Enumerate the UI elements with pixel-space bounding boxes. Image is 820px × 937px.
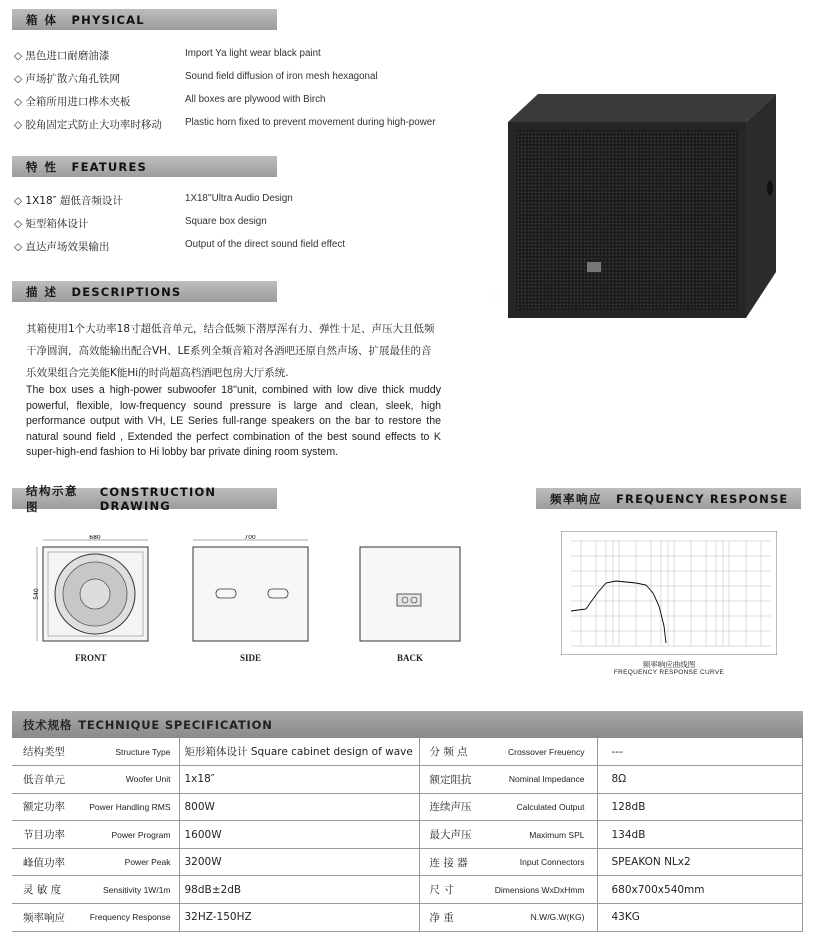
speaker-product-image <box>478 82 808 342</box>
physical-item-en: Sound field diffusion of iron mesh hexagonal <box>185 71 378 82</box>
spec-label-cn: 节目功率 <box>12 821 72 849</box>
spec-label-en: Calculated Output <box>479 793 597 821</box>
spec-label-cn: 净 重 <box>419 904 479 932</box>
side-drawing <box>188 535 318 650</box>
grille-mesh <box>516 130 738 310</box>
front-height-dim: 540 <box>33 588 40 600</box>
spec-label-cn: 额定阻抗 <box>419 766 479 794</box>
spec-value: --- <box>597 738 803 766</box>
description-cn: 其箱使用1个大功率18寸超低音单元，结合低频下潜厚浑有力、弹性十足、声压大且低频干净圆润，高效能输出配合VH、LE系列全频音箱对各酒吧还原自然声场、扩展最佳的音乐效果组合完美能K能Hi的时尚超高档酒吧包房大厅系统. <box>26 323 435 379</box>
spec-value: 800W <box>179 793 419 821</box>
features-header-en: FEATURES <box>71 159 148 174</box>
spec-label-en: Power Peak <box>72 848 179 876</box>
feature-item-en: Output of the direct sound field effect <box>185 239 345 250</box>
feature-item-cn: ◇ 直达声场效果输出 <box>14 241 110 253</box>
spec-value: 680x700x540mm <box>597 876 803 904</box>
front-label: FRONT <box>75 653 107 663</box>
feature-item-cn: ◇ 矩型箱体设计 <box>14 218 89 230</box>
physical-item-cn: ◇ 黑色进口耐磨油漆 <box>14 50 110 62</box>
spec-value: 8Ω <box>597 766 803 794</box>
feature-item-en: 1X18''Ultra Audio Design <box>185 193 293 204</box>
features-header <box>12 156 277 177</box>
spec-value: 43KG <box>597 904 803 932</box>
physical-header-cn: 箱 体 <box>26 12 58 27</box>
descriptions-header <box>12 281 277 302</box>
table-row <box>12 766 803 794</box>
spec-label-cn: 灵 敏 度 <box>12 876 72 904</box>
side-label: SIDE <box>240 653 262 663</box>
spec-label-cn: 连续声压 <box>419 793 479 821</box>
table-row <box>12 821 803 849</box>
spec-table <box>12 738 803 932</box>
table-row <box>12 793 803 821</box>
table-row <box>12 876 803 904</box>
spec-label-en: Dimensions WxDxHmm <box>479 876 597 904</box>
physical-item <box>14 71 474 86</box>
description-en: The box uses a high-power subwoofer 18''unit, combined with low dive thick muddy powerful, flexible, low-frequency sound pressure is large and clean, sleek, high performance output with VH, LE Series full-range speakers on the bar to restore the natural sound field , Extended the perfect combination of the best sound effects to K super-high-end fashion to Hi lobby bar private dining room system. <box>26 384 441 459</box>
feature-item-en: Square box design <box>185 216 267 227</box>
physical-item <box>14 94 474 109</box>
spec-label-en: Power Handling RMS <box>72 793 179 821</box>
spec-label-cn: 峰值功率 <box>12 848 72 876</box>
feature-item <box>14 239 474 254</box>
spec-label-en: Maximum SPL <box>479 821 597 849</box>
spec-value: 128dB <box>597 793 803 821</box>
spec-label-en: Nominal Impedance <box>479 766 597 794</box>
spec-label-en: Crossover Freuency <box>479 738 597 766</box>
cabinet-side <box>746 94 776 318</box>
spec-label-en: Woofer Unit <box>72 766 179 794</box>
spec-label-cn: 尺 寸 <box>419 876 479 904</box>
physical-item-en: All boxes are plywood with Birch <box>185 94 326 105</box>
spec-value: 32HZ-150HZ <box>179 904 419 932</box>
spec-value: 1x18″ <box>179 766 419 794</box>
spec-value: 134dB <box>597 821 803 849</box>
spec-label-cn: 连 接 器 <box>419 848 479 876</box>
physical-item <box>14 117 474 132</box>
construction-header-cn: 结构示意图 <box>26 483 78 514</box>
spec-value: 98dB±2dB <box>179 876 419 904</box>
spec-label-cn: 最大声压 <box>419 821 479 849</box>
physical-header <box>12 9 277 30</box>
spec-header <box>12 711 803 738</box>
back-drawing <box>355 535 465 650</box>
spec-label-en: N.W/G.W(KG) <box>479 904 597 932</box>
physical-item <box>14 48 474 63</box>
spec-label-en: Sensitivity 1W/1m <box>72 876 179 904</box>
spec-value: 矩形箱体设计 Square cabinet design of wave <box>179 738 419 766</box>
frequency-caption-cn: 频率响应曲线图 <box>642 660 696 669</box>
descriptions-header-cn: 描 述 <box>26 284 58 299</box>
spec-value: 1600W <box>179 821 419 849</box>
spec-header-cn: 技术规格 <box>23 717 73 732</box>
features-header-cn: 特 性 <box>26 159 58 174</box>
front-width-dim: 680 <box>89 535 101 541</box>
feature-item <box>14 216 474 231</box>
physical-item-cn: ◇ 全箱所用进口桦木夹板 <box>14 96 131 108</box>
frequency-header-cn: 频率响应 <box>550 491 602 506</box>
spec-label-en: Input Connectors <box>479 848 597 876</box>
spec-value: 3200W <box>179 848 419 876</box>
spec-label-cn: 结构类型 <box>12 738 72 766</box>
cabinet-top <box>508 94 776 122</box>
spec-label-en: Power Program <box>72 821 179 849</box>
frequency-caption-en: FREQUENCY RESPONSE CURVE <box>613 669 725 676</box>
side-handle <box>767 180 773 196</box>
feature-item <box>14 193 474 208</box>
physical-item-cn: ◇ 胶角固定式防止大功率时移动 <box>14 119 162 131</box>
table-row <box>12 738 803 766</box>
construction-header <box>12 483 277 514</box>
physical-item-en: Plastic horn fixed to prevent movement during high-power <box>185 117 436 128</box>
frequency-header <box>536 488 801 509</box>
spec-label-cn: 频率响应 <box>12 904 72 932</box>
feature-item-cn: ◇ 1X18″ 超低音频设计 <box>14 195 123 207</box>
frequency-header-en: FREQUENCY RESPONSE <box>616 491 789 506</box>
back-label: BACK <box>397 653 424 663</box>
side-width-dim: 700 <box>244 535 256 541</box>
physical-item-en: Import Ya light wear black paint <box>185 48 321 59</box>
construction-header-en: CONSTRUCTION DRAWING <box>99 484 217 513</box>
spec-label-en: Frequency Response <box>72 904 179 932</box>
spec-header-en: TECHNIQUE SPECIFICATION <box>78 717 273 732</box>
spec-label-cn: 额定功率 <box>12 793 72 821</box>
spec-label-cn: 分 频 点 <box>419 738 479 766</box>
descriptions-header-en: DESCRIPTIONS <box>71 284 182 299</box>
frequency-response-graph <box>561 531 777 655</box>
table-row <box>12 848 803 876</box>
physical-header-en: PHYSICAL <box>71 12 145 27</box>
spec-label-en: Structure Type <box>72 738 179 766</box>
spec-label-cn: 低音单元 <box>12 766 72 794</box>
front-drawing <box>28 535 156 650</box>
spec-value: SPEAKON NLx2 <box>597 848 803 876</box>
table-row <box>12 904 803 932</box>
logo-badge <box>587 262 601 272</box>
physical-item-cn: ◇ 声场扩散六角孔铁网 <box>14 73 120 85</box>
